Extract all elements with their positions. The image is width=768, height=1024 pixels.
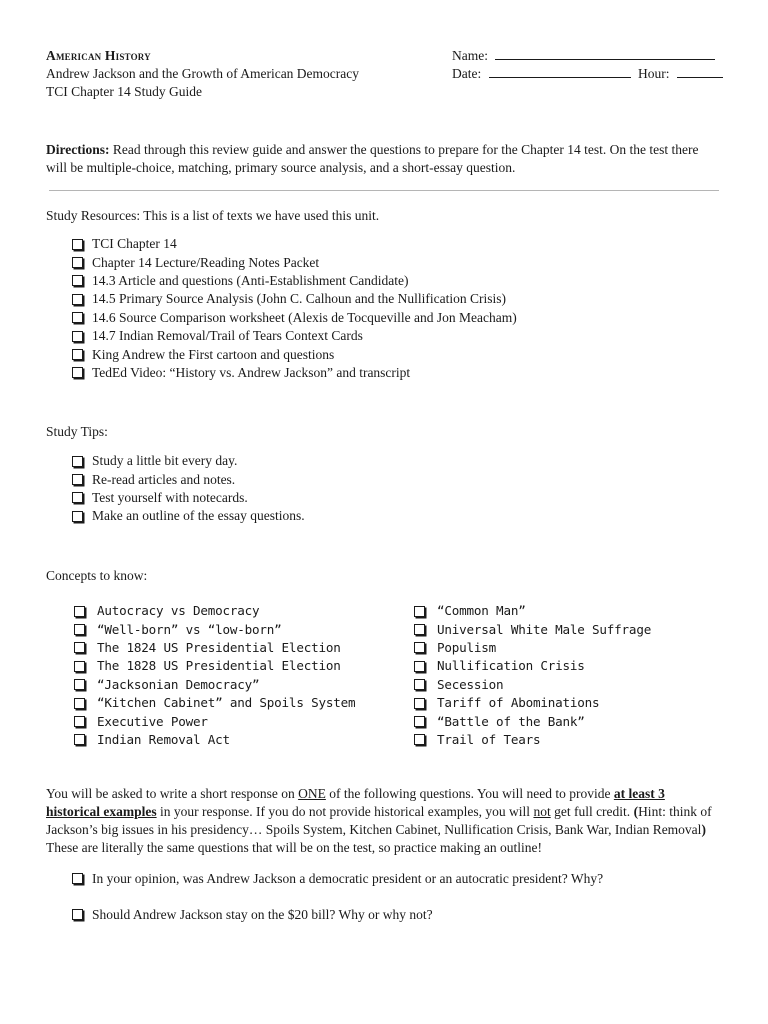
checkbox-icon[interactable]: [414, 606, 425, 617]
list-item[interactable]: Executive Power: [74, 712, 355, 730]
list-item[interactable]: Re-read articles and notes.: [72, 470, 305, 488]
list-item[interactable]: Test yourself with notecards.: [72, 489, 305, 507]
directions-text: Read through this review guide and answer the questions to prepare for the Chapter 14 test. On the test there will be multiple-choice, matching, primary source analysis, and a short-essay question.: [46, 142, 699, 175]
concepts-left-list: [74, 602, 355, 749]
list-item[interactable]: Nullification Crisis: [414, 657, 651, 675]
essay-question[interactable]: Should Andrew Jackson stay on the $20 bill? Why or why not?: [72, 905, 603, 924]
checkbox-icon[interactable]: [72, 349, 83, 360]
checkbox-icon[interactable]: [74, 734, 85, 745]
checkbox-icon[interactable]: [74, 661, 85, 672]
hour-field[interactable]: [677, 65, 723, 78]
list-item[interactable]: Autocracy vs Democracy: [74, 602, 355, 620]
list-item[interactable]: 14.6 Source Comparison worksheet (Alexis de Tocqueville and Jon Meacham): [72, 309, 517, 327]
checkbox-icon[interactable]: [72, 239, 83, 250]
emphasis-one: ONE: [298, 786, 326, 801]
list-item[interactable]: The 1828 US Presidential Election: [74, 657, 355, 675]
checkbox-icon[interactable]: [72, 873, 83, 884]
list-item[interactable]: TCI Chapter 14: [72, 235, 517, 253]
resources-list: [72, 235, 517, 382]
checkbox-icon[interactable]: [72, 294, 83, 305]
unit-title: Andrew Jackson and the Growth of American Democracy: [46, 66, 360, 81]
checkbox-icon[interactable]: [72, 511, 83, 522]
student-info: [452, 47, 723, 83]
tips-heading: Study Tips:: [46, 424, 108, 439]
list-item[interactable]: Chapter 14 Lecture/Reading Notes Packet: [72, 253, 517, 271]
concepts-right-list: [414, 602, 651, 749]
checkbox-icon[interactable]: [414, 698, 425, 709]
list-item[interactable]: TedEd Video: “History vs. Andrew Jackson” and transcript: [72, 364, 517, 382]
checkbox-icon[interactable]: [72, 492, 83, 503]
list-item[interactable]: “Well-born” vs “low-born”: [74, 620, 355, 638]
course-title: American History: [46, 48, 151, 63]
checkbox-icon[interactable]: [72, 275, 83, 286]
date-hour-row: [452, 65, 723, 83]
divider: [49, 190, 719, 191]
list-item[interactable]: 14.5 Primary Source Analysis (John C. Calhoun and the Nullification Crisis): [72, 290, 517, 308]
list-item[interactable]: The 1824 US Presidential Election: [74, 639, 355, 657]
checkbox-icon[interactable]: [74, 716, 85, 727]
checkbox-icon[interactable]: [72, 909, 83, 920]
essay-questions: [72, 869, 603, 924]
checkbox-icon[interactable]: [414, 734, 425, 745]
document-header: [46, 47, 359, 101]
checkbox-icon[interactable]: [72, 456, 83, 467]
essay-question[interactable]: In your opinion, was Andrew Jackson a democratic president or an autocratic president? Why?: [72, 869, 603, 888]
date-label: Date:: [452, 66, 482, 81]
name-field[interactable]: [495, 47, 715, 60]
list-item[interactable]: 14.7 Indian Removal/Trail of Tears Context Cards: [72, 327, 517, 345]
name-label: Name:: [452, 48, 488, 63]
list-item[interactable]: “Common Man”: [414, 602, 651, 620]
guide-title: TCI Chapter 14 Study Guide: [46, 84, 202, 99]
list-item[interactable]: Universal White Male Suffrage: [414, 620, 651, 638]
checkbox-icon[interactable]: [72, 474, 83, 485]
concepts-heading: Concepts to know:: [46, 568, 148, 583]
tips-list: [72, 452, 305, 526]
list-item[interactable]: “Jacksonian Democracy”: [74, 676, 355, 694]
list-item[interactable]: Populism: [414, 639, 651, 657]
checkbox-icon[interactable]: [74, 698, 85, 709]
list-item[interactable]: “Battle of the Bank”: [414, 712, 651, 730]
list-item[interactable]: “Kitchen Cabinet” and Spoils System: [74, 694, 355, 712]
checkbox-icon[interactable]: [72, 257, 83, 268]
hour-label: Hour:: [638, 66, 670, 81]
date-field[interactable]: [489, 65, 631, 78]
emphasis-at-least: at least 3 historical examples: [46, 786, 665, 819]
resources-heading: Study Resources: This is a list of texts we have used this unit.: [46, 208, 380, 223]
essay-instructions: You will be asked to write a short response on ONE of the following questions. You will need to provide at least 3 historical examples in your response. If you do not provide historical examples, you will not get full credit. (Hint: think of Jackson’s big issues in his presidency… Spoils System, Kitchen Cabinet, Nullification Crisis, Bank War, Indian Removal) These are literally the same questions that will be on the test, so practice making an outline!: [46, 786, 712, 855]
list-item[interactable]: 14.3 Article and questions (Anti-Establishment Candidate): [72, 272, 517, 290]
list-item[interactable]: Tariff of Abominations: [414, 694, 651, 712]
checkbox-icon[interactable]: [74, 624, 85, 635]
list-item[interactable]: Trail of Tears: [414, 731, 651, 749]
checkbox-icon[interactable]: [414, 642, 425, 653]
directions: [46, 141, 722, 177]
checkbox-icon[interactable]: [414, 624, 425, 635]
list-item[interactable]: King Andrew the First cartoon and questions: [72, 345, 517, 363]
checkbox-icon[interactable]: [414, 716, 425, 727]
checkbox-icon[interactable]: [74, 679, 85, 690]
checkbox-icon[interactable]: [72, 367, 83, 378]
checkbox-icon[interactable]: [74, 642, 85, 653]
checkbox-icon[interactable]: [414, 661, 425, 672]
checkbox-icon[interactable]: [74, 606, 85, 617]
directions-label: Directions:: [46, 142, 110, 157]
list-item[interactable]: Make an outline of the essay questions.: [72, 507, 305, 525]
checkbox-icon[interactable]: [414, 679, 425, 690]
checkbox-icon[interactable]: [72, 312, 83, 323]
list-item[interactable]: Secession: [414, 676, 651, 694]
hint-text: Hint: think of Jackson’s big issues in his presidency… Spoils System, Kitchen Cabinet, Nullification Crisis, Bank War, Indian Removal: [46, 804, 712, 837]
list-item[interactable]: Indian Removal Act: [74, 731, 355, 749]
emphasis-not: not: [533, 804, 551, 819]
list-item[interactable]: Study a little bit every day.: [72, 452, 305, 470]
name-row: [452, 47, 723, 65]
checkbox-icon[interactable]: [72, 331, 83, 342]
